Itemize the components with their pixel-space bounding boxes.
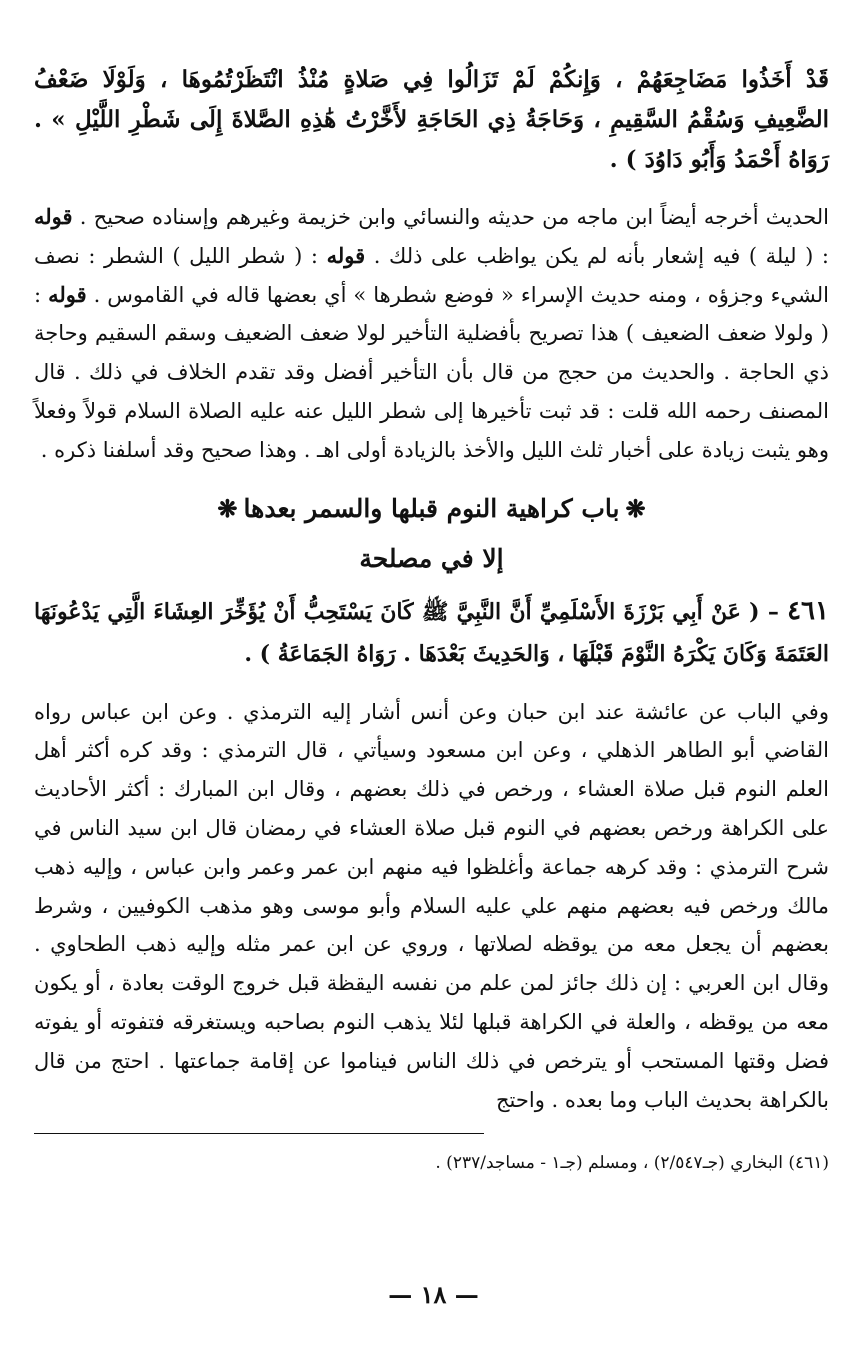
- chapter-heading: [34, 484, 829, 584]
- hadith-continuation: قَدْ أَخَذُوا مَضَاجِعَهُمْ ، وَإِنكُمْ لَمْ تَزَالُوا فِي صَلاةٍ مُنْذُ انْتَظَرْتُمُوهَا ، وَلَوْلَا ضَعْفُ الضَّعِيفِ وَسُقْمُ السَّقِيمِ ، وَحَاجَةُ ذِي الحَاجَةِ لأَخَّرْتُ هَٰذِهِ الصَّلاةَ إِلَى شَطْرِ اللَّيْلِ » . رَوَاهُ أَحْمَدُ وَأَبُو دَاوُدَ ) .: [34, 66, 829, 173]
- keyword-qawluhu: قوله: [34, 204, 73, 229]
- keyword-qawluhu: قوله: [326, 242, 366, 268]
- commentary-text: : ( ليلة ) فيه إشعار بأنه لم يكن يواظب على ذلك .: [373, 243, 829, 268]
- commentary-paragraph-1: [34, 198, 829, 470]
- hadith-text: – ( عَنْ أَبِي بَرْزَةَ الأَسْلَمِيِّ أَنَّ النَّبِيَّ ﷺ كَانَ يَسْتَحِبُّ أَنْ يُؤَخِّرَ العِشَاءَ الَّتِي يَدْعُونَهَا العَتَمَةَ وَكَانَ يَكْرَهُ النَّوْمَ قَبْلَهَا ، وَالحَدِيثَ بَعْدَهَا . رَوَاهُ الجَمَاعَةُ ) .: [34, 598, 829, 667]
- keyword-qawluhu: قوله: [48, 281, 87, 307]
- star-ornament-icon: ❋: [625, 493, 646, 523]
- chapter-title-text: باب كراهية النوم قبلها والسمر بعدها: [243, 493, 620, 523]
- hadith-461: [34, 590, 829, 675]
- commentary-text: الحديث أخرجه أيضاً ابن ماجه من حديثه والنسائي وابن خزيمة وغيرهم وإسناده صحيح .: [79, 205, 829, 229]
- page-number: — ١٨ —: [388, 1280, 479, 1309]
- commentary-paragraph-2: وفي الباب عن عائشة عند ابن حبان وعن أنس أشار إليه الترمذي . وعن ابن عباس رواه القاضي أبو الطاهر الذهلي ، وعن ابن مسعود وسيأتي ، قال الترمذي : وقد كره أكثر أهل العلم النوم قبل صلاة العشاء ، ورخص في ذلك بعضهم ، وقال ابن المبارك : أكثر الأحاديث على الكراهة ورخص بعضهم في النوم قبل صلاة العشاء في رمضان قال ابن سيد الناس في شرح الترمذي : وقد كرهه جماعة وأغلظوا فيه منهم ابن عمر وعمر وابن عباس ، وإليه ذهب مالك ورخص فيه بعضهم منهم علي عليه السلام وأبو موسى وهو مذهب الكوفيين ، وشرط بعضهم أن يجعل معه من يوقظه لصلاتها ، وروي عن ابن عمر مثله وإليه ذهب الطحاوي . وقال ابن العربي : إن ذلك جائز لمن علم من نفسه اليقظة قبل خروج الوقت بعادة ، أو يكون معه من يوقظه ، والعلة في الكراهة قبلها لئلا يذهب النوم بصاحبه ويستغرقه فتفوته أو يفوته فضل وقتها المستحب أو يترخص في ذلك الناس فيناموا عن إقامة جماعتها . احتج من قال بالكراهة بحديث الباب وما بعده . واحتج: [34, 699, 829, 1112]
- hadith-number: ٤٦١: [787, 595, 829, 626]
- star-ornament-icon: ❋: [217, 493, 238, 523]
- footnote: (٤٦١) البخاري (جـ٢/٥٤٧) ، ومسلم (جـ١ - مساجد/٢٣٧) .: [435, 1153, 829, 1174]
- chapter-title-line-1: [34, 484, 829, 534]
- chapter-title-line-2: إلا في مصلحة: [359, 543, 504, 573]
- commentary-text: : ( شطر الليل ) الشطر : نصف الشيء وجزؤه ، ومنه حديث الإسراء « فوضع شطرها » أي بعضها قاله في القاموس .: [34, 243, 829, 307]
- footnote-divider: [34, 1133, 484, 1134]
- commentary-text: : ( ولولا ضعف الضعيف ) هذا تصريح بأفضلية التأخير لولا ضعف الضعيف وسقم السقيم وحاجة ذي الحاجة . والحديث من حجج من قال بأن التأخير أفضل وقد تقدم الخلاف في ذلك . قال المصنف رحمه الله قلت : قد ثبت تأخيرها إلى شطر الليل عنه عليه الصلاة السلام قولاً وفعلاً وهو يثبت زيادة على أخبار ثلث الليل والأخذ بالزيادة أولى اهـ . وهذا صحيح وقد أسلفنا ذكره .: [34, 282, 829, 462]
